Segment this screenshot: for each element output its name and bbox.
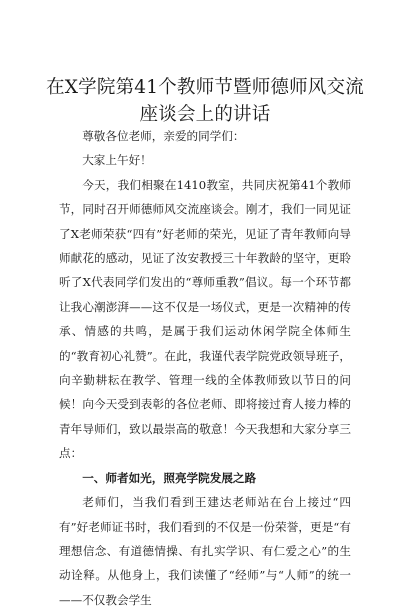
section-heading-1: 一、师者如光，照亮学院发展之路 <box>82 470 257 485</box>
section-1-paragraph: 老师们，当我们看到王建达老师站在台上接过“四有”好老师证书时，我们看到的不仅是一份荣誉，更是“有理想信念、有道德情操、有扎实学识、有仁爱之心”的生动诠释。从他身上，我们读懂了“经师”与“人师”的统一——不仅教会学生 <box>59 495 351 607</box>
salutation-paragraph: 尊敬各位老师，亲爱的同学们： <box>82 129 245 143</box>
greeting-paragraph: 大家上午好！ <box>82 153 152 168</box>
opening-paragraph: 今天，我们相聚在1410教室，共同庆祝第41个教师节，同时召开师德师风交流座谈会。刚才，我们一同见证了X老师荣获“四有”好老师的荣光，见证了青年教师向导师献花的感动，见证了汝安教授三十年教龄的坚守，更聆听了X代表同学们发出的“尊师重教”倡议。每一个环节都让我心潮澎湃——这不仅是一场仪式，更是一次精神的传承、情感的共鸣，是属于我们运动休闲学院全体师生的“教育初心礼赞”。在此，我谨代表学院党政领导班子，向辛勤耕耘在教学、管理一线的全体教师致以节日的问候！向今天受到表彰的各位老师、即将接过育人接力棒的青年导师们，致以最崇高的敬意！今天我想和大家分享三点： <box>59 177 351 461</box>
document-title: 在X学院第41个教师节暨师德师风交流座谈会上的讲话 <box>46 77 364 125</box>
document-body <box>59 124 351 612</box>
